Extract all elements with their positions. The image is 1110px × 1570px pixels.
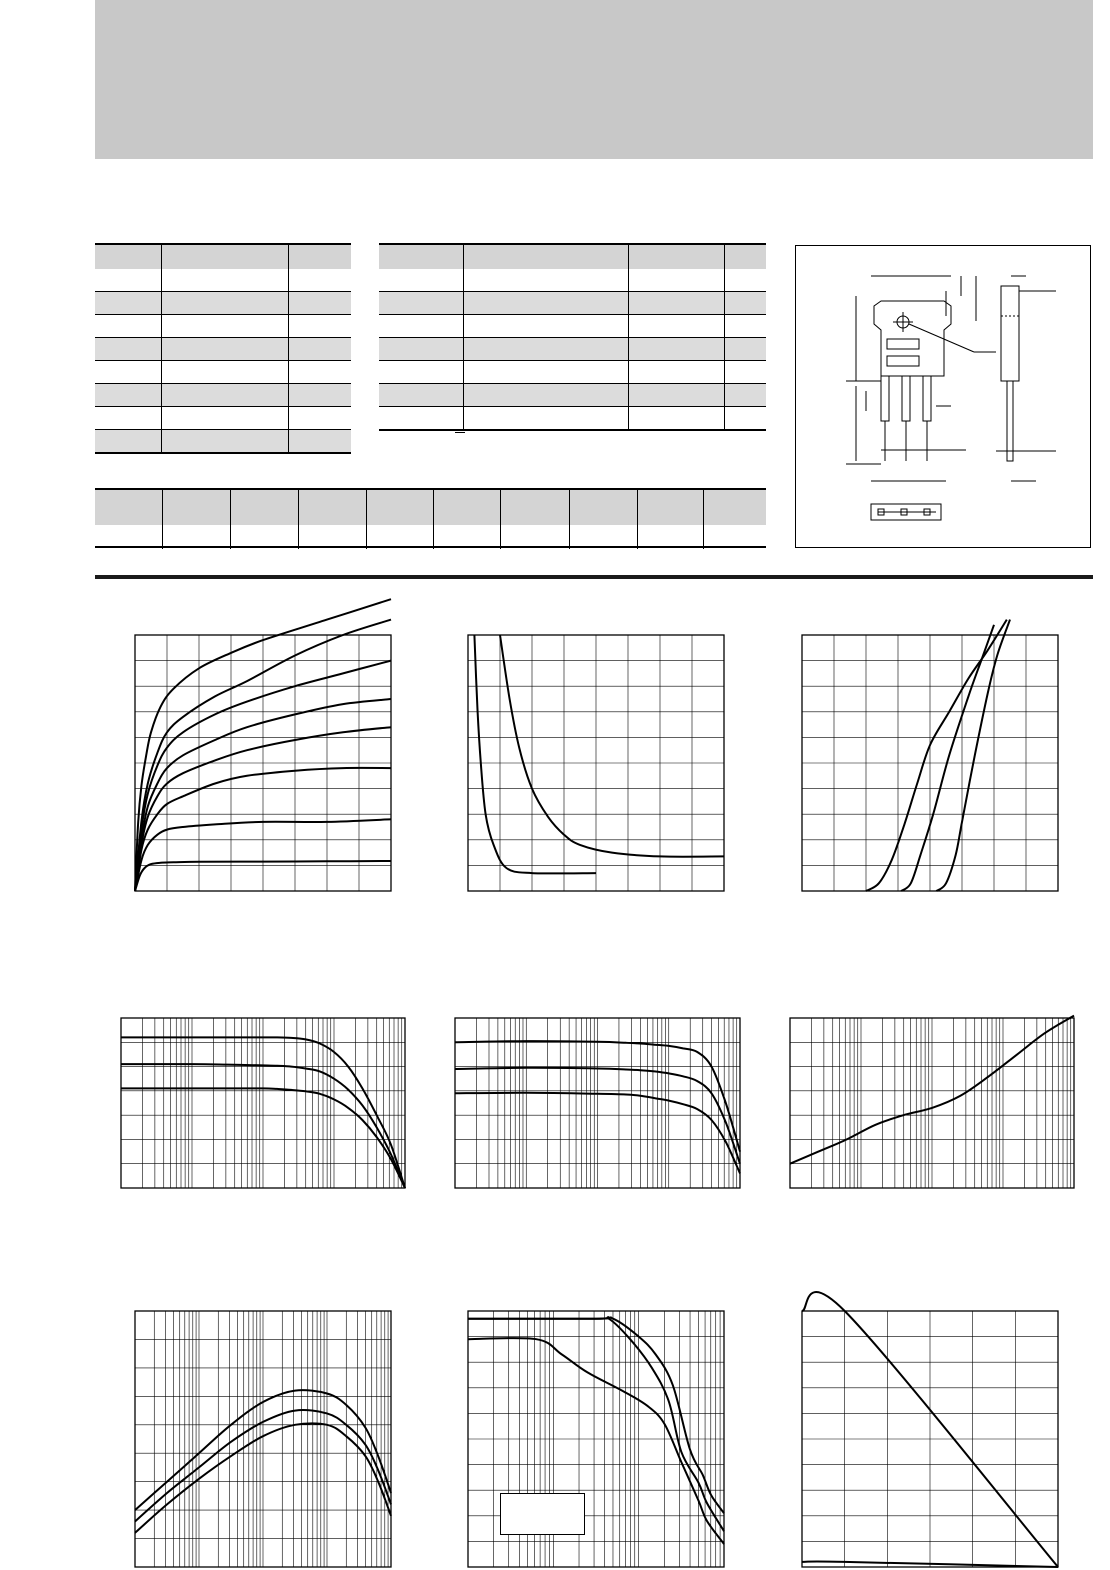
table-header — [379, 243, 766, 269]
table-row — [95, 525, 766, 548]
table-divider — [161, 243, 162, 453]
lead-left — [881, 376, 889, 421]
table-divider — [569, 488, 570, 549]
rank-table — [95, 488, 766, 549]
table-row — [379, 338, 766, 361]
table-row — [379, 361, 766, 384]
table-row — [95, 292, 351, 315]
side-view-lead — [1007, 381, 1013, 461]
table-row — [95, 269, 351, 292]
chart-2 — [468, 635, 724, 891]
table-divider — [298, 488, 299, 549]
body-marking — [887, 356, 919, 366]
section-rule — [95, 575, 1093, 579]
table-row — [95, 361, 351, 384]
table-divider — [463, 243, 464, 430]
chart-4 — [121, 1018, 405, 1188]
table-row — [95, 407, 351, 430]
table-row — [95, 315, 351, 338]
table-row — [379, 269, 766, 292]
table-divider — [288, 243, 289, 453]
lead-center — [902, 376, 910, 421]
side-view-body — [1001, 286, 1019, 381]
table-row — [379, 407, 766, 431]
header-band — [95, 0, 1093, 159]
abs-max-table — [95, 243, 351, 453]
chart-7 — [135, 1311, 391, 1567]
table-divider — [500, 488, 501, 549]
table-row — [95, 338, 351, 361]
chart-5 — [455, 1018, 740, 1188]
table-row — [379, 292, 766, 315]
table-divider — [162, 488, 163, 549]
lead-right — [923, 376, 931, 421]
table-row — [95, 430, 351, 454]
chart-8-inset-box — [500, 1493, 585, 1535]
chart-9 — [802, 1311, 1058, 1567]
table-header — [95, 488, 766, 525]
table-divider — [703, 488, 704, 549]
chart-6 — [790, 1018, 1074, 1188]
table-header — [95, 243, 351, 269]
table-divider — [230, 488, 231, 549]
table-row — [95, 384, 351, 407]
package-outline-box — [795, 245, 1091, 548]
package-outline-drawing — [796, 246, 1092, 549]
body-marking — [887, 339, 919, 349]
chart-1 — [135, 635, 391, 891]
table-row — [379, 384, 766, 407]
table-divider — [433, 488, 434, 549]
overline-mark — [455, 432, 465, 433]
electrical-table — [379, 243, 766, 430]
table-divider — [628, 243, 629, 430]
chart-3 — [802, 635, 1058, 891]
table-divider — [637, 488, 638, 549]
table-row — [379, 315, 766, 338]
table-divider — [724, 243, 725, 430]
table-divider — [366, 488, 367, 549]
